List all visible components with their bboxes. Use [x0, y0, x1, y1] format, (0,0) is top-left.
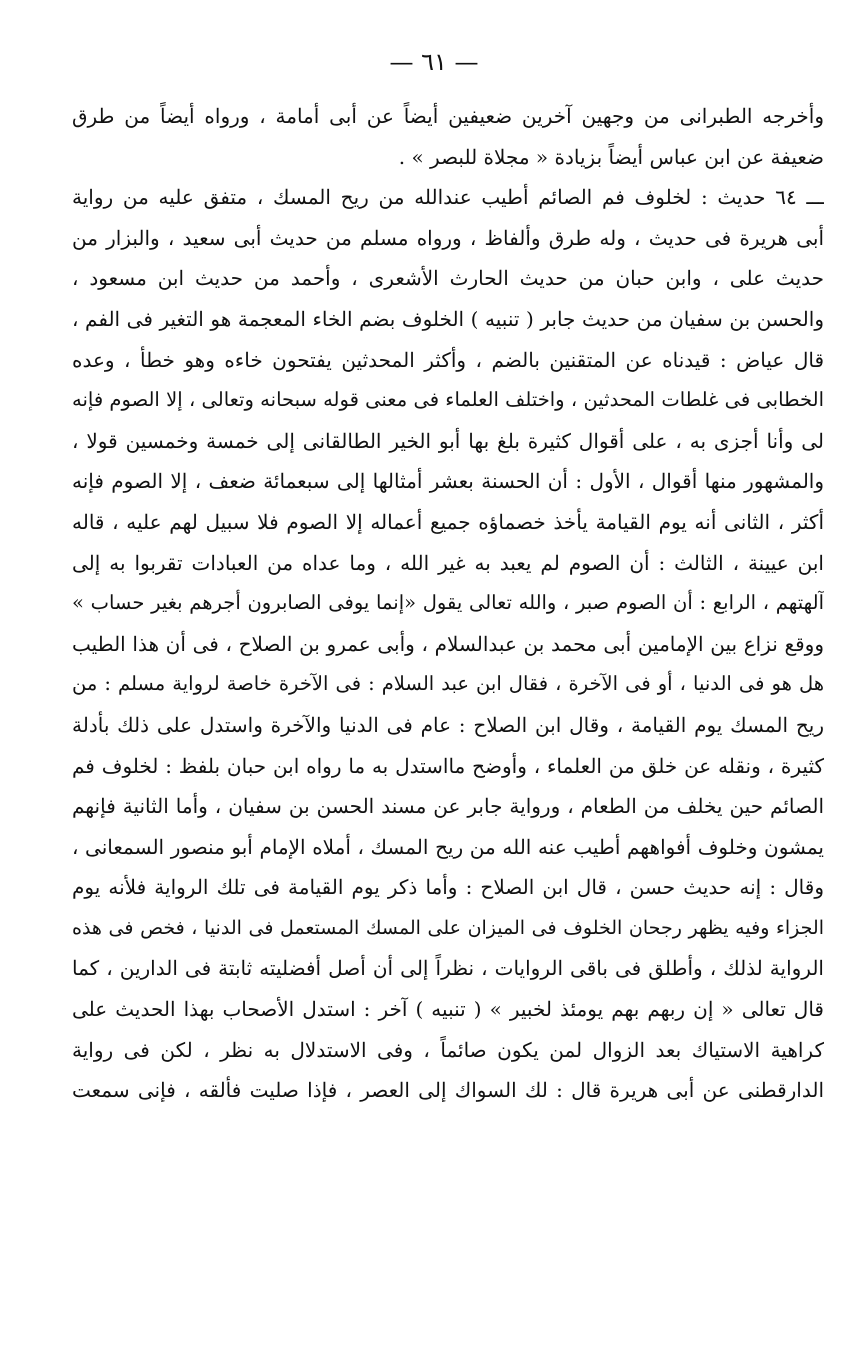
text-line: هل هو فى الدنيا ، أو فى الآخرة ، فقال ابن عبد السلام : فى الآخرة خاصة لرواية مسلم : من — [72, 672, 824, 696]
text-line: الدارقطنى عن أبى هريرة قال : لك السواك إلى العصر ، فإذا صليت فألقه ، فإنى سمعت — [72, 1078, 824, 1103]
text-line: آلهتهم ، الرابع : أن الصوم صبر ، والله تعالى يقول «إنما يوفى الصابرون أجرهم بغير حساب » — [72, 591, 824, 615]
body-text — [72, 96, 824, 1111]
text-line: أبى هريرة فى حديث ، وله طرق وألفاظ ، ورواه مسلم من حديث أبى سعيد ، والبزار من — [72, 225, 824, 250]
text-line: الصائم حين يخلف من الطعام ، ورواية جابر عن مسند الحسن بن سفيان ، وأما الثانية فإنهم — [72, 794, 824, 819]
page-number: — ٦١ — — [389, 48, 479, 76]
text-line: الجزاء وفيه يظهر رجحان الخلوف فى الميزان على المسك المستعمل فى الدنيا ، فخص فى هذه — [72, 916, 824, 939]
text-line: ضعيفة عن ابن عباس أيضاً بزيادة « مجلاة للبصر » . — [398, 144, 824, 169]
text-line: ـــ ٦٤ حديث : لخلوف فم الصائم أطيب عندالله من ريح المسك ، متفق عليه من رواية — [72, 185, 824, 210]
text-line: ريح المسك يوم القيامة ، وقال ابن الصلاح : عام فى الدنيا والآخرة واستدل على ذلك بأدلة — [72, 712, 824, 737]
text-line: الرواية لذلك ، وأطلق فى باقى الروايات ، نظراً إلى أن أصل أفضليته ثابتة فى الدارين ، كما — [72, 956, 824, 981]
text-line: حديث على ، وابن حبان من حديث الحارث الأشعرى ، وأحمد من حديث ابن مسعود ، — [72, 266, 824, 291]
text-line: كثيرة ، ونقله عن خلق من العلماء ، وأوضح مااستدل به ما رواه ابن حبان بلفظ : لخلوف فم — [72, 753, 824, 778]
text-line: ووقع نزاع بين الإمامين أبى محمد بن عبدالسلام ، وأبى عمرو بن الصلاح ، فى أن هذا الطيب — [72, 631, 824, 656]
text-line: والحسن بن سفيان من حديث جابر ( تنبيه ) الخلوف بضم الخاء المعجمة هو التغير فى الفم ، — [72, 306, 824, 331]
text-line: أكثر ، الثانى أنه يوم القيامة يأخذ خصماؤه جميع أعماله إلا الصوم فلا سبيل لهم عليه ، قاله — [72, 509, 824, 534]
text-line: قال عياض : قيدناه عن المتقنين بالضم ، وأكثر المحدثين يفتحون خاءه وهو خطأ ، وعده — [72, 347, 824, 372]
text-line: لى وأنا أجزى به ، على أقوال كثيرة بلغ بها أبو الخير الطالقانى إلى خمسة وخمسين قولا ، — [72, 428, 824, 453]
text-line: والمشهور منها أقوال ، الأول : أن الحسنة بعشر أمثالها إلى سبعمائة ضعف ، إلا الصوم فإنه — [72, 469, 824, 494]
text-line: يمشون وخلوف أفواههم أطيب عنه الله من ريح المسك ، أملاه الإمام أبو منصور السمعانى ، — [72, 834, 824, 859]
text-line: ابن عيينة ، الثالث : أن الصوم لم يعبد به غير الله ، وما عداه من العبادات تقربوا به إلى — [72, 550, 824, 575]
text-line: قال تعالى « إن ربهم بهم يومئذ لخبير » ( تنبيه ) آخر : استدل الأصحاب بهذا الحديث على — [72, 997, 824, 1022]
text-line: وقال : إنه حديث حسن ، قال ابن الصلاح : وأما ذكر يوم القيامة فى تلك الرواية فلأنه يوم — [72, 875, 824, 900]
text-line: الخطابى فى غلطات المحدثين ، واختلف العلماء فى معنى قوله سبحانه وتعالى ، إلا الصوم فإنه — [72, 388, 824, 412]
text-line: كراهية الاستياك بعد الزوال لمن يكون صائماً ، وفى الاستدلال به نظر ، لكن فى رواية — [72, 1037, 824, 1062]
text-line: وأخرجه الطبرانى من وجهين آخرين ضعيفين أيضاً عن أبى أمامة ، ورواه أيضاً من طرق — [72, 104, 824, 128]
